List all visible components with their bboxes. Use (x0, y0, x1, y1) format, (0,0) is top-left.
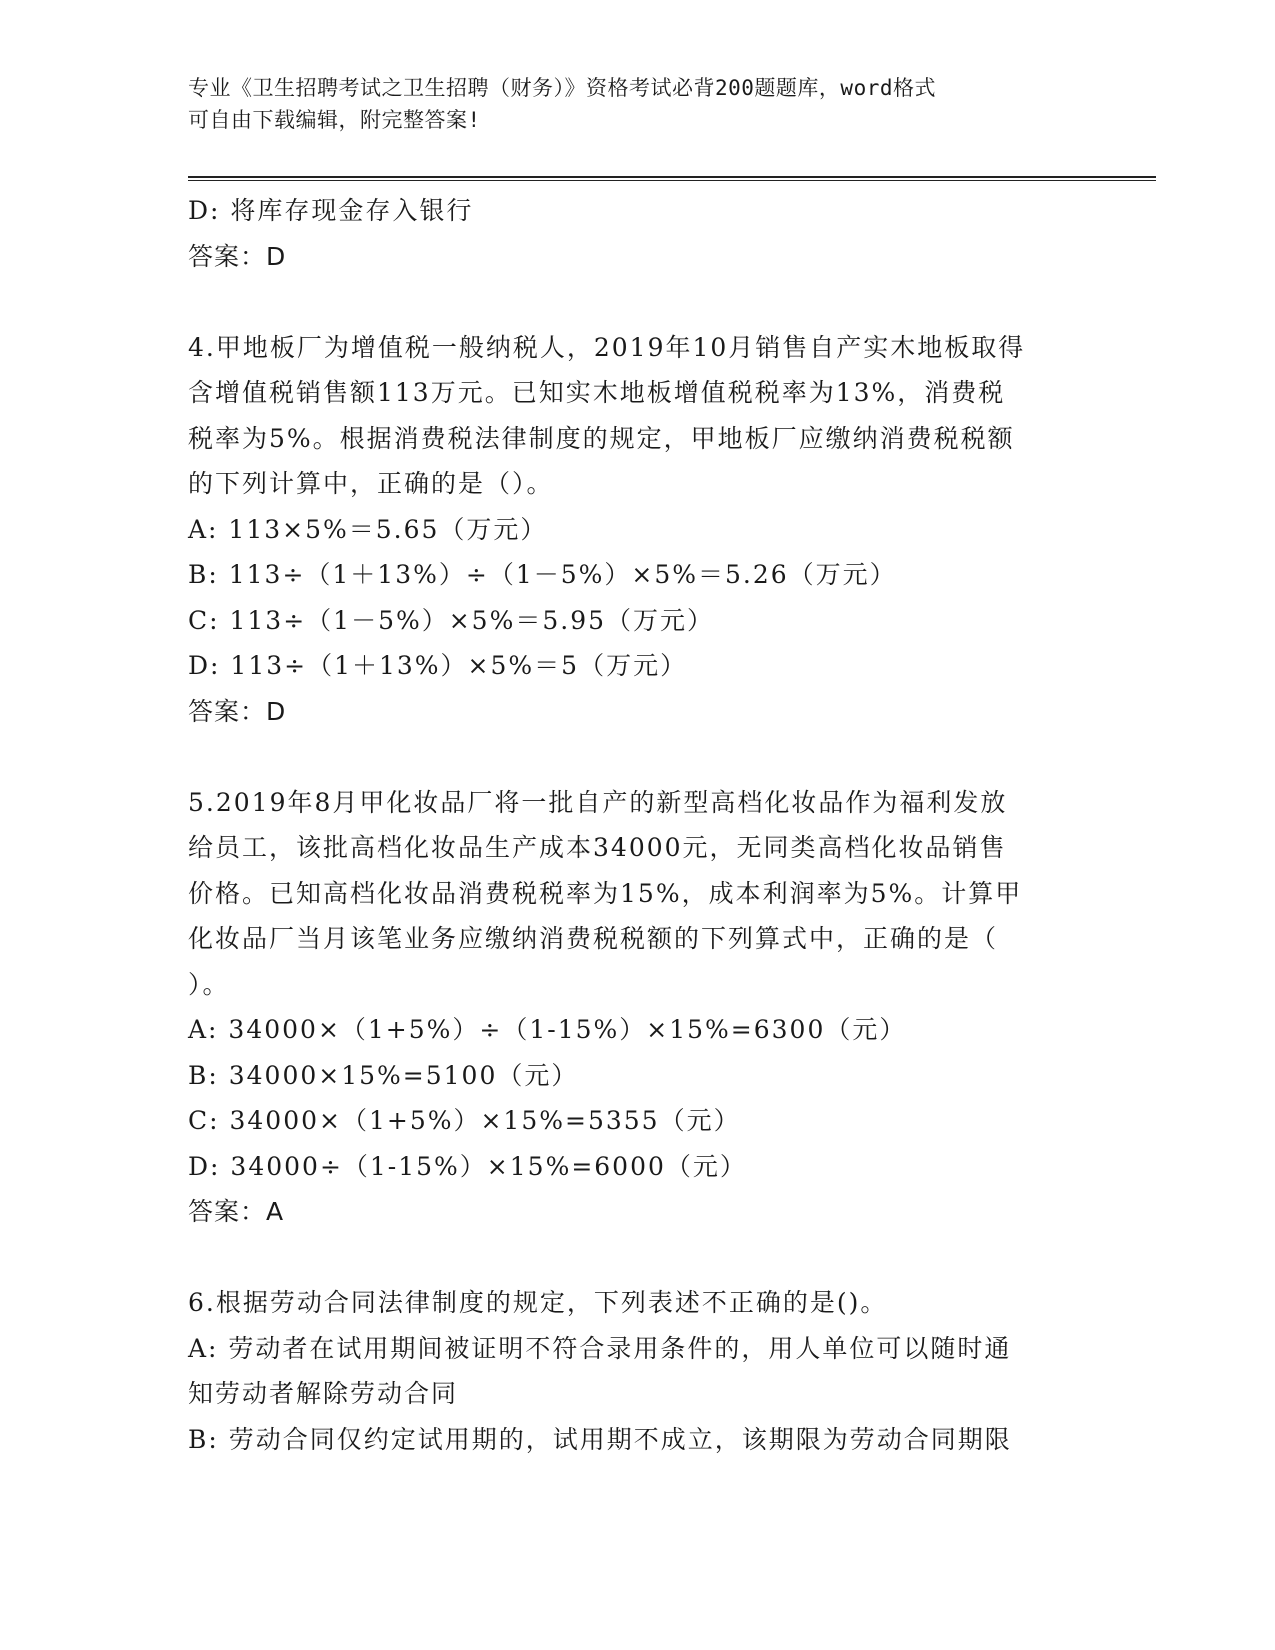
option-a: A: 34000×（1+5%）÷（1-15%）×15%=6300（元） (188, 1015, 907, 1044)
question-stem-line: 含增值税销售额113万元。已知实木地板增值税税率为13%，消费税 (188, 378, 1006, 407)
option-c: C: 34000×（1+5%）×15%=5355（元） (188, 1106, 741, 1135)
spacer (188, 734, 1088, 780)
question-stem-line: 6.根据劳动合同法律制度的规定，下列表述不正确的是()。 (188, 1288, 888, 1317)
question-stem-line: 5.2019年8月甲化妆品厂将一批自产的新型高档化妆品作为福利发放 (188, 787, 1008, 817)
option-b: B: 劳动合同仅约定试用期的，试用期不成立，该期限为劳动合同期限 (188, 1424, 1012, 1454)
option-a-continued: 知劳动者解除劳动合同 (188, 1379, 459, 1408)
option-d: D: 113÷（1＋13%）×5%＝5（万元） (188, 651, 688, 680)
answer-label: 答案：A (188, 1197, 285, 1226)
question-stem-line: 税率为5%。根据消费税法律制度的规定，甲地板厂应缴纳消费税税额 (188, 423, 1015, 453)
option-d: D: 将库存现金存入银行 (188, 196, 474, 225)
question-stem-line: 给员工，该批高档化妆品生产成本34000元，无同类高档化妆品销售 (188, 833, 1007, 862)
question-5 (188, 780, 1088, 1235)
question-4 (188, 325, 1088, 735)
answer-label: 答案：D (188, 696, 287, 726)
option-d: D: 34000÷（1-15%）×15%=6000（元） (188, 1151, 747, 1181)
document-title-line-2: 可自由下载编辑，附完整答案! (188, 108, 481, 132)
option-c: C: 113÷（1－5%）×5%＝5.95（万元） (188, 605, 715, 635)
option-a: A: 劳动者在试用期间被证明不符合录用条件的，用人单位可以随时通 (188, 1333, 1012, 1363)
previous-question-tail (188, 188, 1088, 279)
option-b: B: 113÷（1＋13%）÷（1－5%）×5%＝5.26（万元） (188, 560, 897, 589)
answer-label: 答案：D (188, 241, 287, 271)
spacer (188, 1235, 1088, 1281)
question-stem-line: 价格。已知高档化妆品消费税税率为15%，成本利润率为5%。计算甲 (188, 878, 1023, 908)
spacer (188, 279, 1088, 325)
question-stem-line: 的下列计算中，正确的是（）。 (188, 469, 554, 498)
question-stem-line: 化妆品厂当月该笔业务应缴纳消费税税额的下列算式中，正确的是（ (188, 924, 999, 953)
document-header (188, 72, 1068, 136)
option-a: A: 113×5%＝5.65（万元） (188, 514, 548, 544)
document-body (188, 188, 1088, 1462)
question-stem-line: 4.甲地板厂为增值税一般纳税人，2019年10月销售自产实木地板取得 (188, 332, 1026, 362)
header-divider (188, 176, 1156, 181)
question-stem-line: ）。 (188, 969, 230, 999)
question-6 (188, 1280, 1088, 1462)
document-title-line-1: 专业《卫生招聘考试之卫生招聘（财务）》资格考试必背200题题库，word格式 (188, 76, 936, 100)
option-b: B: 34000×15%=5100（元） (188, 1060, 579, 1090)
